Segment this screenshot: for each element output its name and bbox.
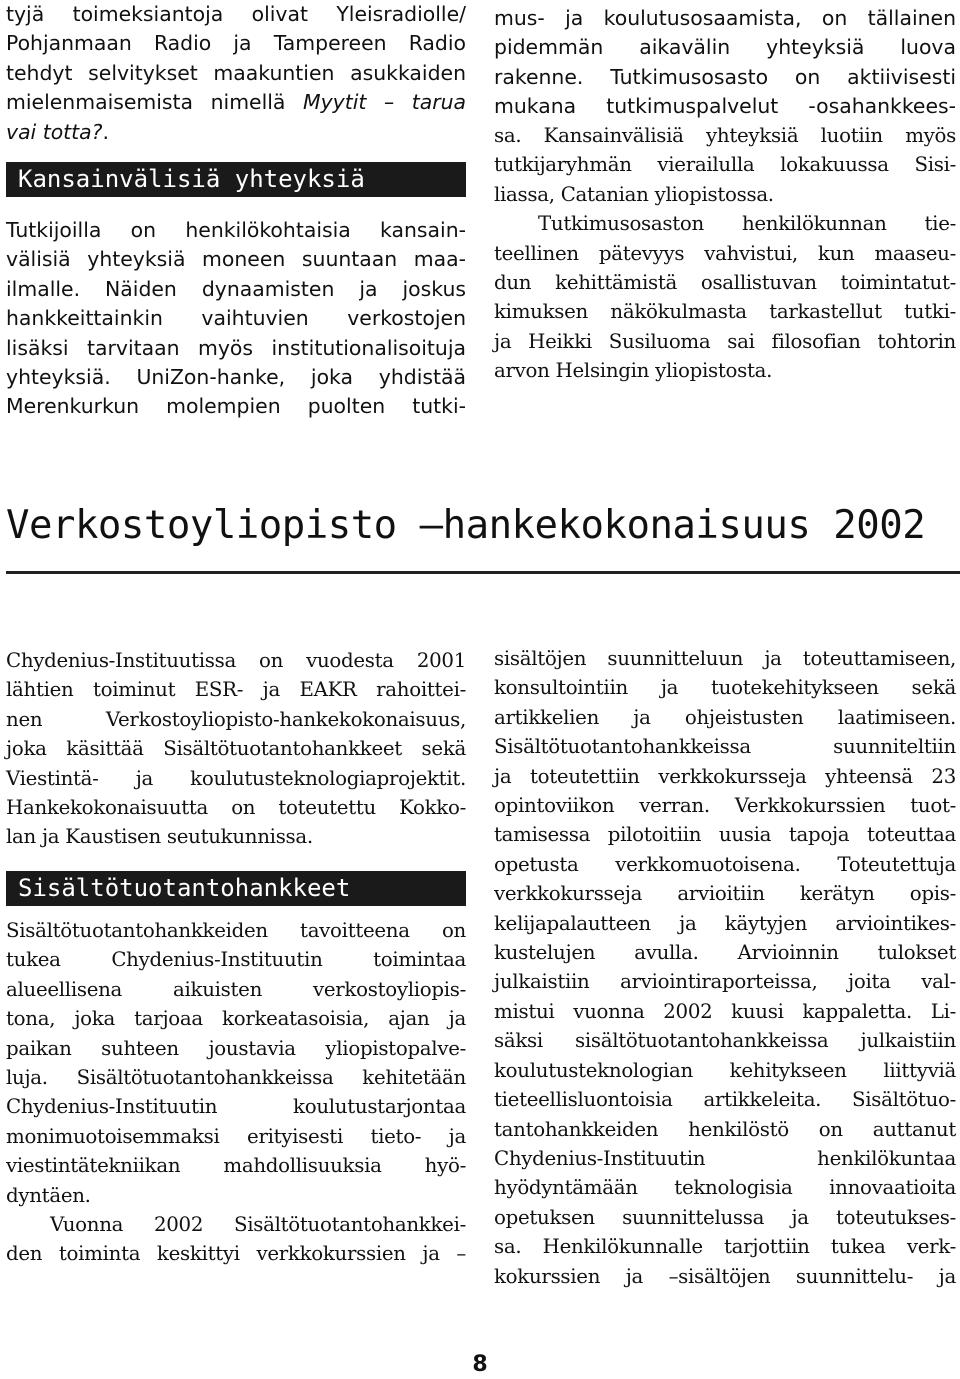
paragraph-line: hyödyntämään teknologisia innovaatioita <box>494 1176 956 1200</box>
paragraph-line: tona, joka tarjoaa korkeatasoisia, ajan ja <box>6 1007 466 1031</box>
paragraph-line: Sisältötuotantohankkeiden tavoitteena on <box>6 919 466 942</box>
paragraph-line: koulutusteknologian kehitykseen liittyviä <box>494 1058 956 1082</box>
paragraph-line: sa. Henkilökunnalle tarjottiin tukea verk- <box>494 1235 956 1259</box>
paragraph-line: Hankekokonaisuutta on toteutettu Kokko- <box>6 796 466 820</box>
paragraph-line: kokurssien ja –sisältöjen suunnittelu- ja <box>494 1264 956 1288</box>
paragraph-line: joka käsittää Sisältötuotantohankkeet sekä <box>6 737 466 761</box>
paragraph-line: ilmalle. Näiden dynaamisten ja joskus <box>6 276 466 301</box>
paragraph-line: ja toteutettiin verkkokursseja yhteensä 23 <box>494 764 956 788</box>
paragraph-line: tamisessa pilotoitiin uusia tapoja toteuttaa <box>494 823 956 847</box>
text-run: mielenmaisemista nimellä <box>6 90 303 115</box>
paragraph-line: Tutkimusosaston henkilökunnan tie- <box>538 212 956 236</box>
paragraph-line: säksi sisältötuotantohankkeissa julkaistiin <box>494 1029 956 1053</box>
paragraph-line: lan ja Kaustisen seutukunnissa. <box>6 825 313 849</box>
paragraph-line: Viestintä- ja koulutusteknologiaprojektit. <box>6 766 466 790</box>
paragraph-line: mus- ja koulutusosaamista, on tällainen <box>494 6 956 30</box>
s1-right-column-serif <box>494 121 956 386</box>
paragraph-line: Merenkurkun molempien puolten tutki- <box>6 394 466 419</box>
paragraph-line: den toiminta keskittyi verkkokurssien ja – <box>6 1242 466 1266</box>
paragraph-line: Chydenius-Instituutissa on vuodesta 2001 <box>6 649 466 672</box>
paragraph-line: nen Verkostoyliopisto-hankekokonaisuus, <box>6 707 466 731</box>
paragraph-line: monimuotoisemmaksi erityisesti tieto- ja <box>6 1124 466 1148</box>
italic-title-run: Myytit – tarua <box>303 90 466 115</box>
italic-title-run: vai totta? <box>6 119 103 144</box>
paragraph-line: ja Heikki Susiluoma sai filosofian tohtorin <box>494 329 956 353</box>
title-rule <box>6 571 960 574</box>
page-number: 8 <box>472 1352 488 1377</box>
paragraph-line: yhteyksiä. UniZon-hanke, joka yhdistää <box>6 365 466 390</box>
paragraph-line: tukea Chydenius-Instituutin toimintaa <box>6 948 466 972</box>
paragraph-line: Pohjanmaan Radio ja Tampereen Radio <box>6 31 466 56</box>
paragraph-line: tantohankkeiden henkilöstö on auttanut <box>494 1117 956 1141</box>
paragraph-line <box>6 88 466 117</box>
paragraph-line: kimuksen näkökulmasta tarkastellut tutki- <box>494 300 956 324</box>
paragraph-line: rakenne. Tutkimusosasto on aktiivisesti <box>494 64 956 89</box>
paragraph-line: lisäksi tarvitaan myös institutionalisoituja <box>6 335 466 360</box>
paragraph-line: julkaistiin arviointiraporteissa, joita val- <box>494 970 956 994</box>
paragraph-line: opintoviikon verran. Verkkokurssien tuot- <box>494 794 956 818</box>
main-title: Verkostoyliopisto –hankekokonaisuus 2002 <box>6 503 926 548</box>
section-heading-kansainvalisia: Kansainvälisiä yhteyksiä <box>6 162 466 197</box>
paragraph-line: Vuonna 2002 Sisältötuotantohankkei- <box>50 1213 466 1237</box>
paragraph-line: sisältöjen suunnitteluun ja toteuttamiseen, <box>494 647 956 670</box>
paragraph-line: mistui vuonna 2002 kuusi kappaletta. Li- <box>494 999 956 1023</box>
paragraph-line: hankkeittainkin vaihtuvien verkostojen <box>6 306 466 331</box>
paragraph-line: tyjä toimeksiantoja olivat Yleisradiolle/ <box>6 2 466 26</box>
paragraph-line: liassa, Catanian yliopistossa. <box>494 182 774 206</box>
paragraph-line: teellinen pätevyys vahvistui, kun maaseu- <box>494 241 956 265</box>
paragraph-line: dyntäen. <box>6 1183 91 1207</box>
paragraph-line: konsultointiin ja tuotekehitykseen sekä <box>494 676 956 700</box>
paragraph-line: tehdyt selvitykset maakuntien asukkaiden <box>6 60 466 85</box>
s1-left-body <box>6 216 466 422</box>
paragraph-line: opetuksen suunnittelussa ja toteutukses- <box>494 1205 956 1229</box>
paragraph-line: kustelujen avulla. Arvioinnin tulokset <box>494 941 956 965</box>
paragraph-line: Sisältötuotantohankkeissa suunniteltiin <box>494 735 956 759</box>
paragraph-line: dun kehittämistä osallistuvan toimintatut- <box>494 271 956 295</box>
paragraph-line <box>6 118 466 147</box>
s1-right-column-sans <box>494 4 956 122</box>
paragraph-line: paikan suhteen joustavia yliopistopalve- <box>6 1036 466 1060</box>
s2-left-body <box>6 916 466 1269</box>
paragraph-line: opetusta verkkomuotoisena. Toteutettuja <box>494 852 956 876</box>
paragraph-line: kelijapalautteen ja käytyjen arviointikes- <box>494 911 956 935</box>
paragraph-line: sa. Kansainvälisiä yhteyksiä luotiin myös <box>494 124 956 147</box>
paragraph-line: alueellisena aikuisten verkostoyliopis- <box>6 977 466 1001</box>
paragraph-line: Chydenius-Instituutin koulutustarjontaa <box>6 1095 466 1119</box>
paragraph-line: arvon Helsingin yliopistosta. <box>494 359 773 383</box>
s1-left-column <box>6 0 466 147</box>
paragraph-line: lähtien toiminut ESR- ja EAKR rahoittei- <box>6 678 466 702</box>
paragraph-line: välisiä yhteyksiä moneen suuntaan maa- <box>6 247 466 272</box>
paragraph-line: pidemmän aikavälin yhteyksiä luova <box>494 35 956 60</box>
paragraph-line: luja. Sisältötuotantohankkeissa kehitetään <box>6 1066 466 1090</box>
paragraph-line: viestintätekniikan mahdollisuuksia hyö- <box>6 1154 466 1178</box>
text-run: . <box>102 119 109 144</box>
paragraph-line: artikkelien ja ohjeistusten laatimiseen. <box>494 705 956 729</box>
paragraph-line: mukana tutkimuspalvelut -osahankkees- <box>494 94 956 119</box>
paragraph-line: tieteellisluontoisia artikkeleita. Sisältötuo- <box>494 1088 956 1112</box>
paragraph-line: Tutkijoilla on henkilökohtaisia kansain- <box>6 218 466 242</box>
paragraph-line: tutkijaryhmän vierailulla lokakuussa Sisi- <box>494 153 956 177</box>
section-heading-sisaltotuotanto: Sisältötuotantohankkeet <box>6 871 466 906</box>
paragraph-line: Chydenius-Instituutin henkilökuntaa <box>494 1146 956 1170</box>
paragraph-line: verkkokursseja arvioitiin kerätyn opis- <box>494 882 956 906</box>
s2-left-intro <box>6 646 466 852</box>
s2-right-column <box>494 644 956 1291</box>
